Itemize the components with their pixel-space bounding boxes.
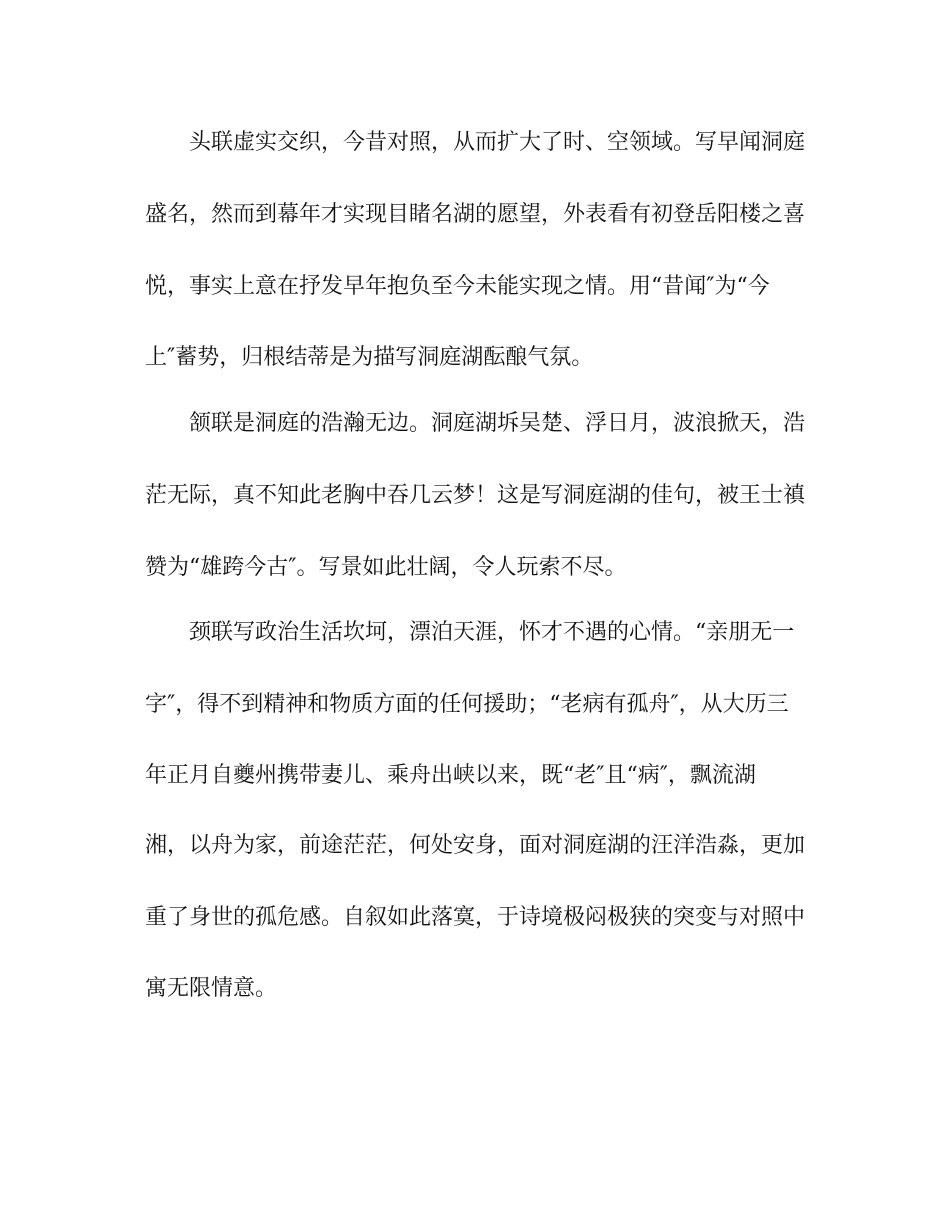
text-line: 赞为“雄跨今古″。写景如此壮阔，令人玩索不尽。 [145, 555, 627, 580]
text-line: 年正月自夔州携带妻儿、乘舟出峡以来，既“老″且“病″，飘流湖 [145, 763, 756, 788]
text-line: 颈联写政治生活坎坷，漂泊天涯，怀才不遇的心情。“亲朋无一 [145, 620, 795, 645]
text-line: 头联虚实交织，今昔对照，从而扩大了时、空领域。写早闻洞庭 [145, 130, 806, 155]
text-line: 湘，以舟为家，前途茫茫，何处安身，面对洞庭湖的汪洋浩淼，更加 [145, 833, 806, 858]
text-line: 寓无限情意。 [145, 976, 278, 1001]
text-line: 悦，事实上意在抒发早年抱负至今未能实现之情。用“昔闻″为“今 [145, 274, 770, 299]
text-line: 重了身世的孤危感。自叙如此落寞，于诗境极闷极狭的突变与对照中 [145, 905, 806, 930]
text-line: 字″，得不到精神和物质方面的任何援助；“老病有孤舟″，从大历三 [145, 692, 789, 717]
text-line: 茫无际，真不知此老胸中吞几云梦！这是写洞庭湖的佳句，被王士禛 [145, 483, 806, 508]
text-line: 颔联是洞庭的浩瀚无边。洞庭湖坼吴楚、浮日月，波浪掀天，浩 [145, 411, 806, 436]
text-line: 上″蓄势，归根结蒂是为描写洞庭湖酝酿气氛。 [145, 345, 594, 370]
text-line: 盛名，然而到幕年才实现目睹名湖的愿望，外表看有初登岳阳楼之喜 [145, 202, 806, 227]
